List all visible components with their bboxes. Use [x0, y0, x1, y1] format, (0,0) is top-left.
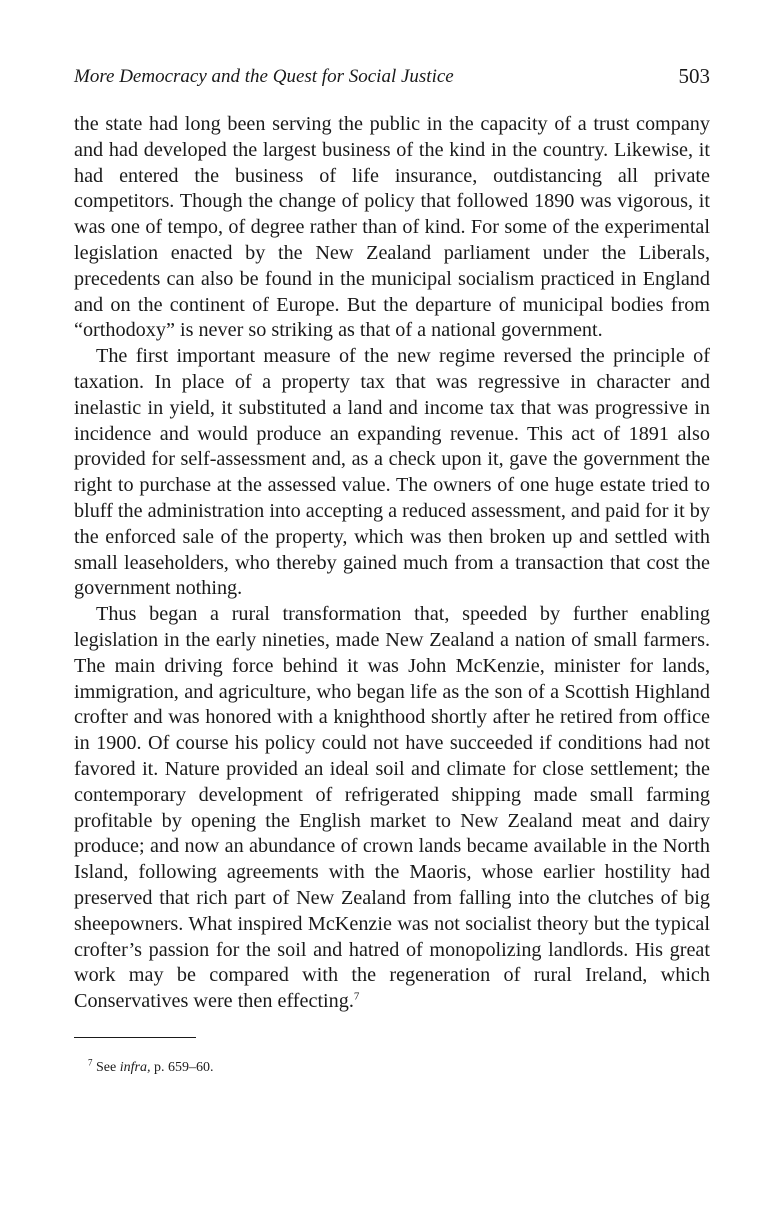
running-title: More Democracy and the Quest for Social Justice — [74, 66, 454, 87]
footnote-marker: 7 — [88, 1057, 93, 1068]
footnote-infra: infra, — [119, 1059, 151, 1075]
paragraph: the state had long been serving the public in the capacity of a trust company and had developed the largest business of the kind in the country. Likewise, it had entered the business of life insurance, outdistancing all private competitors. Though the change of policy that followed 1890 was vigorous, it was one of tempo, of degree rather than of kind. For some of the experimental legislation enacted by the New Zealand parliament under the Liberals, precedents can also be found in the municipal socialism practiced in England and on the continent of Europe. But the departure of municipal bodies from “orthodoxy” is never so striking as that of a national government. — [74, 113, 710, 342]
running-head — [74, 64, 710, 98]
footnote-pages: p. 659–60. — [153, 1059, 214, 1075]
paragraph-text: Thus began a rural transformation that, speeded by further enabling legislation in the early nineties, made New Zealand a nation of small farmers. The main driving force behind it was John McKenzie, minister for lands, immigration, and agriculture, who began life as the son of a Scottish Highland crofter and was honored with a knighthood shortly after he retired from office in 1900. Of course his policy could not have succeeded if conditions had not favored it. Nature provided an ideal soil and climate for close settlement; the contemporary development of refrigerated shipping made small farming profitable by opening the English market to New Zealand meat and dairy produce; and now an abundance of crown lands became available in the North Island, following agreements with the Maoris, whose earlier hostility had preserved that rich part of New Zealand from falling into the clutches of big sheepowners. What inspired McKenzie was not socialist theory but the typical crofter’s passion for the soil and hatred of monopolizing landlords. His great work may be compared with the regeneration of rural Ireland, which Conservatives were then effecting. — [74, 603, 710, 1013]
book-page — [74, 64, 710, 1076]
paragraph — [74, 602, 710, 1015]
footnote — [74, 1057, 710, 1076]
body-text — [74, 112, 710, 1015]
paragraph: The first important measure of the new regime reversed the principle of taxation. In place of a property tax that was regressive in character and inelastic in yield, it substituted a land and income tax that was progressive in incidence and would produce an expanding revenue. This act of 1891 also provided for self-assessment and, as a check upon it, gave the government the right to purchase at the assessed value. The owners of one huge estate tried to bluff the administration into accepting a reduced assessment, and paid for it by the enforced sale of the property, which was then broken up and settled with small leaseholders, who thereby gained much from a transaction that cost the government nothing. — [74, 345, 710, 600]
footnote-reference[interactable]: 7 — [353, 990, 360, 1003]
footnote-divider — [74, 1037, 196, 1038]
footnote-see: See — [96, 1059, 117, 1075]
page-number: 503 — [678, 64, 710, 88]
